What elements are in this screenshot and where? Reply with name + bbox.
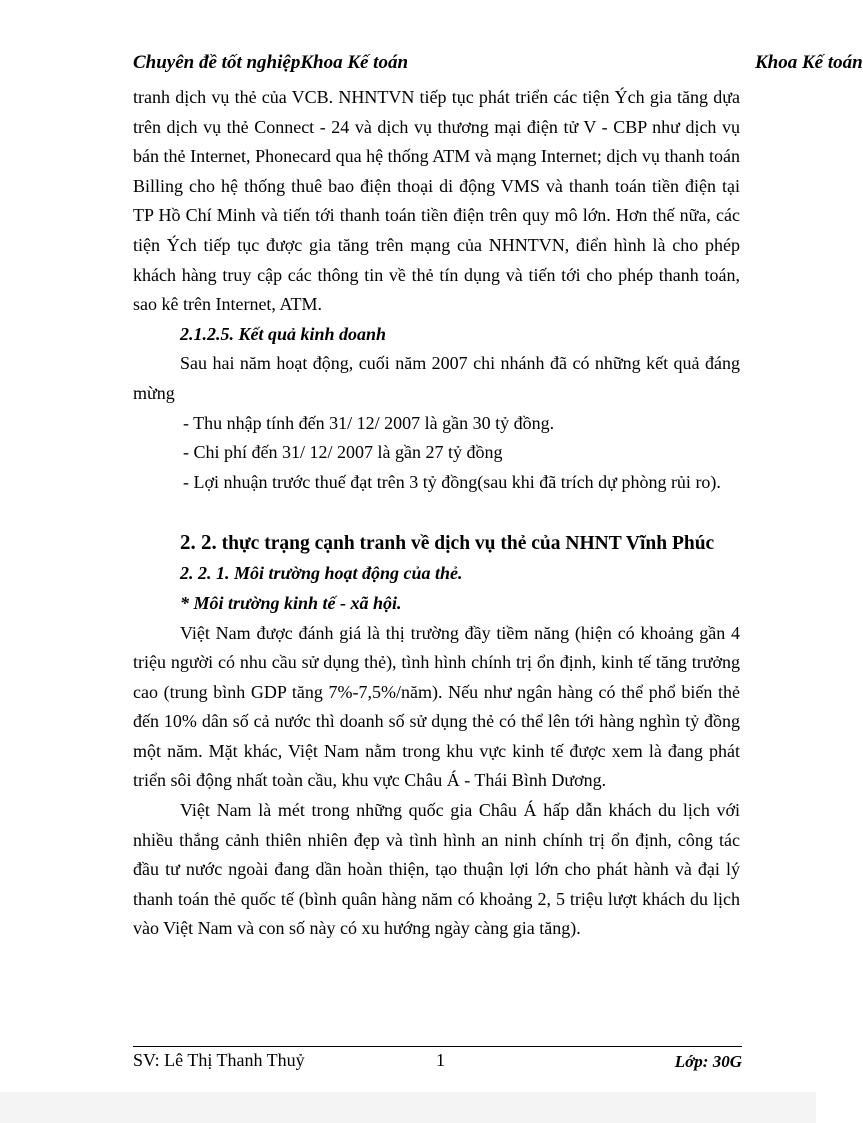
spacer [133,497,740,527]
page-bottom-margin [0,1092,816,1123]
paragraph-card-services: tranh dịch vụ thẻ của VCB. NHNTVN tiếp tục phát triển các tiện Ých gia tăng dựa trên dịch vụ thẻ Connect - 24 và dịch vụ thương mại điện tử V - CBP như dịch vụ bán thẻ Internet, Phonecard qua hệ thống ATM và mạng Internet; dịch vụ thanh toán Billing cho hệ thống thuê bao điện thoại di động VMS và thanh toán tiền điện tại TP Hồ Chí Minh và tiến tới thanh toán tiền điện trên quy mô lớn. Hơn thế nữa, các tiện Ých tiếp tục được gia tăng trên mạng của NHNTVN, điển hình là cho phép khách hàng truy cập các thông tin về thẻ tín dụng và tiến tới cho phép thanh toán, sao kê trên Internet, ATM. [133,87,740,315]
footer-student-name: SV: Lê Thị Thanh Thuỷ [133,1050,305,1070]
list-item-cost: - Chi phí đến 31/ 12/ 2007 là gần 27 tỷ đồng [183,442,503,463]
footer-divider [133,1046,742,1047]
section-title: thực trạng cạnh tranh về dịch vụ thẻ của NHNT Vĩnh Phúc [216,533,715,555]
page-header [133,52,863,80]
subheading-environment: 2. 2. 1. Môi trường hoạt động của thẻ. [180,563,463,584]
paragraph-tourism: Việt Nam là mét trong những quốc gia Châu Á hấp dẫn khách du lịch với nhiều thắng cảnh thiên nhiên đẹp và tình hình an ninh chính trị ổn định, công tác đầu tư nước ngoài đang dần hoàn thiện, tạo thuận lợi lớn cho phát hành và đại lý thanh toán thẻ quốc tế (bình quân hàng năm có khoảng 2, 5 triệu lượt khách du lịch vào Việt Nam và con số này có xu hướng ngày càng gia tăng). [133,800,740,939]
subheading-socioeconomic: * Môi trường kinh tế - xã hội. [180,592,402,613]
subheading-business-results: 2.1.2.5. Kết quả kinh doanh [180,323,387,344]
header-title-overflow: Khoa Kế toán [755,52,863,73]
document-body [133,83,740,944]
paragraph-market-potential: Việt Nam được đánh giá là thị trường đầy tiềm năng (hiện có khoảng gần 4 triệu người có nhu cầu sử dụng thẻ), tình hình chính trị ổn định, kinh tế tăng trưởng cao (trung bình GDP tăng 7%-7,5%/năm). Nếu như ngân hàng có thể phổ biến thẻ đến 10% dân số cả nước thì doanh số sử dụng thẻ có thể lên tới hàng nghìn tỷ đồng một năm. Mặt khác, Việt Nam nằm trong khu vực kinh tế được xem là đang phát triển sôi động nhất toàn cầu, khu vực Châu Á - Thái Bình Dương. [133,622,740,791]
page-footer [133,1050,742,1076]
header-title: Chuyên đề tốt nghiệpKhoa Kế toán [133,52,409,73]
section-heading [133,527,740,559]
paragraph-results-intro: Sau hai năm hoạt động, cuối năm 2007 chi nhánh đã có những kết quả đáng mừng [133,353,740,403]
list-item-income: - Thu nhập tính đến 31/ 12/ 2007 là gần 30 tỷ đồng. [183,412,555,433]
list-item-profit: - Lợi nhuận trước thuế đạt trên 3 tỷ đồng(sau khi đã trích dự phòng rủi ro). [183,471,721,492]
section-number: 2. 2. [180,530,217,555]
footer-class: Lớp: 30G [674,1052,742,1071]
page-number: 1 [436,1050,445,1070]
